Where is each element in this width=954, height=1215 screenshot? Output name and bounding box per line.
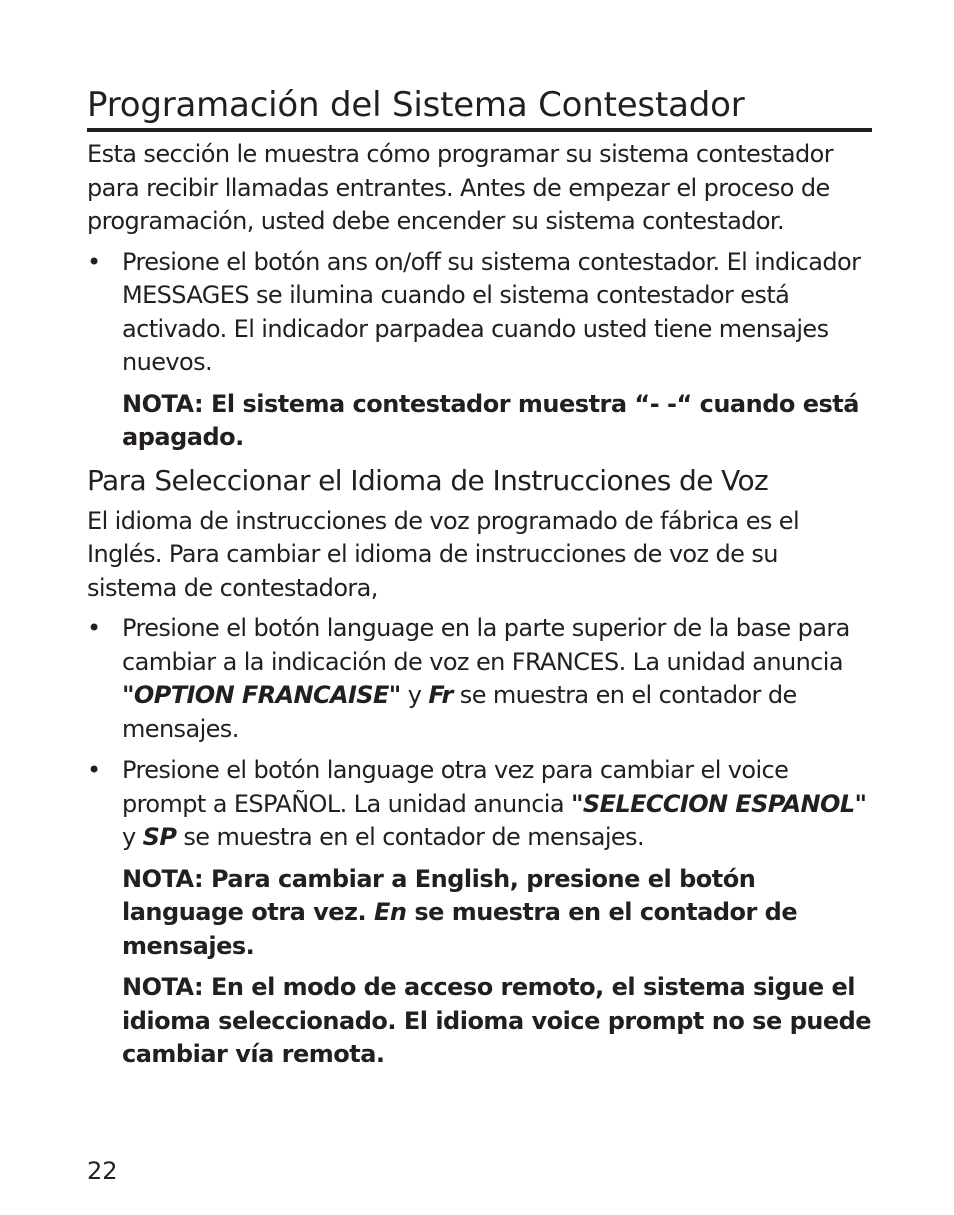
bullet-icon: • — [87, 756, 101, 784]
bullet-text: y — [400, 681, 429, 709]
note-display-off: NOTA: El sistema contestador muestra “- -“ cuando está apagado. — [122, 389, 859, 451]
note-remote-access: NOTA: En el modo de acceso remoto, el sistema sigue el idioma seleccionado. El idioma voice prompt no se puede cambiar vía remota. — [122, 973, 872, 1068]
display-code-fr: Fr — [428, 681, 453, 709]
note-text: se muestra en el contador de mensajes. — [122, 898, 798, 960]
bullet-icon: • — [87, 247, 101, 276]
bullet-text: se muestra en el contador de mensajes. — [122, 681, 797, 743]
bullet-text: Presione el botón ans on/off su sistema contestador. El indicador MESSAGES se ilumina cuando el sistema contestador está activado. El indicador parpadea cuando usted tiene mensajes nuevos. — [122, 247, 861, 376]
section-title: Programación del Sistema Contestador — [87, 84, 872, 132]
bullet-list-language — [87, 612, 872, 855]
bullet-list-answering — [87, 246, 872, 380]
page-content — [87, 84, 872, 1080]
announcement-spanish: "SELECCION ESPANOL" — [571, 789, 867, 818]
bullet-icon: • — [87, 614, 101, 642]
display-code-sp: SP — [142, 823, 177, 851]
announcement-french: "OPTION FRANCAISE" — [122, 681, 401, 709]
note-text: NOTA: Para cambiar a English, presione el botón language otra vez. — [122, 864, 756, 926]
section-intro: Esta sección le muestra cómo programar su sistema contestador para recibir llamadas entrantes. Antes de empezar el proceso de programación, usted debe encender su sistema contestador. — [87, 140, 834, 235]
note-english — [87, 863, 872, 964]
bullet-text: se muestra en el contador de mensajes. — [176, 823, 644, 851]
display-code-en: En — [374, 898, 407, 926]
bullet-text: y — [122, 823, 143, 851]
list-item — [87, 246, 872, 380]
subsection-intro: El idioma de instrucciones de voz programado de fábrica es el Inglés. Para cambiar el idioma de instrucciones de voz de su sistema de contestadora, — [87, 506, 800, 602]
list-item — [87, 754, 872, 855]
bullet-text: Presione el botón language en la parte superior de la base para cambiar a la indicación de voz en FRANCES. La unidad anuncia — [122, 614, 850, 676]
bullet-text: Presione el botón language otra vez para cambiar el voice prompt a ESPAÑOL. La unidad anuncia — [122, 756, 789, 818]
page-number: 22 — [87, 1157, 118, 1185]
subsection-title: Para Seleccionar el Idioma de Instrucciones de Voz — [87, 463, 769, 497]
list-item — [87, 612, 872, 746]
